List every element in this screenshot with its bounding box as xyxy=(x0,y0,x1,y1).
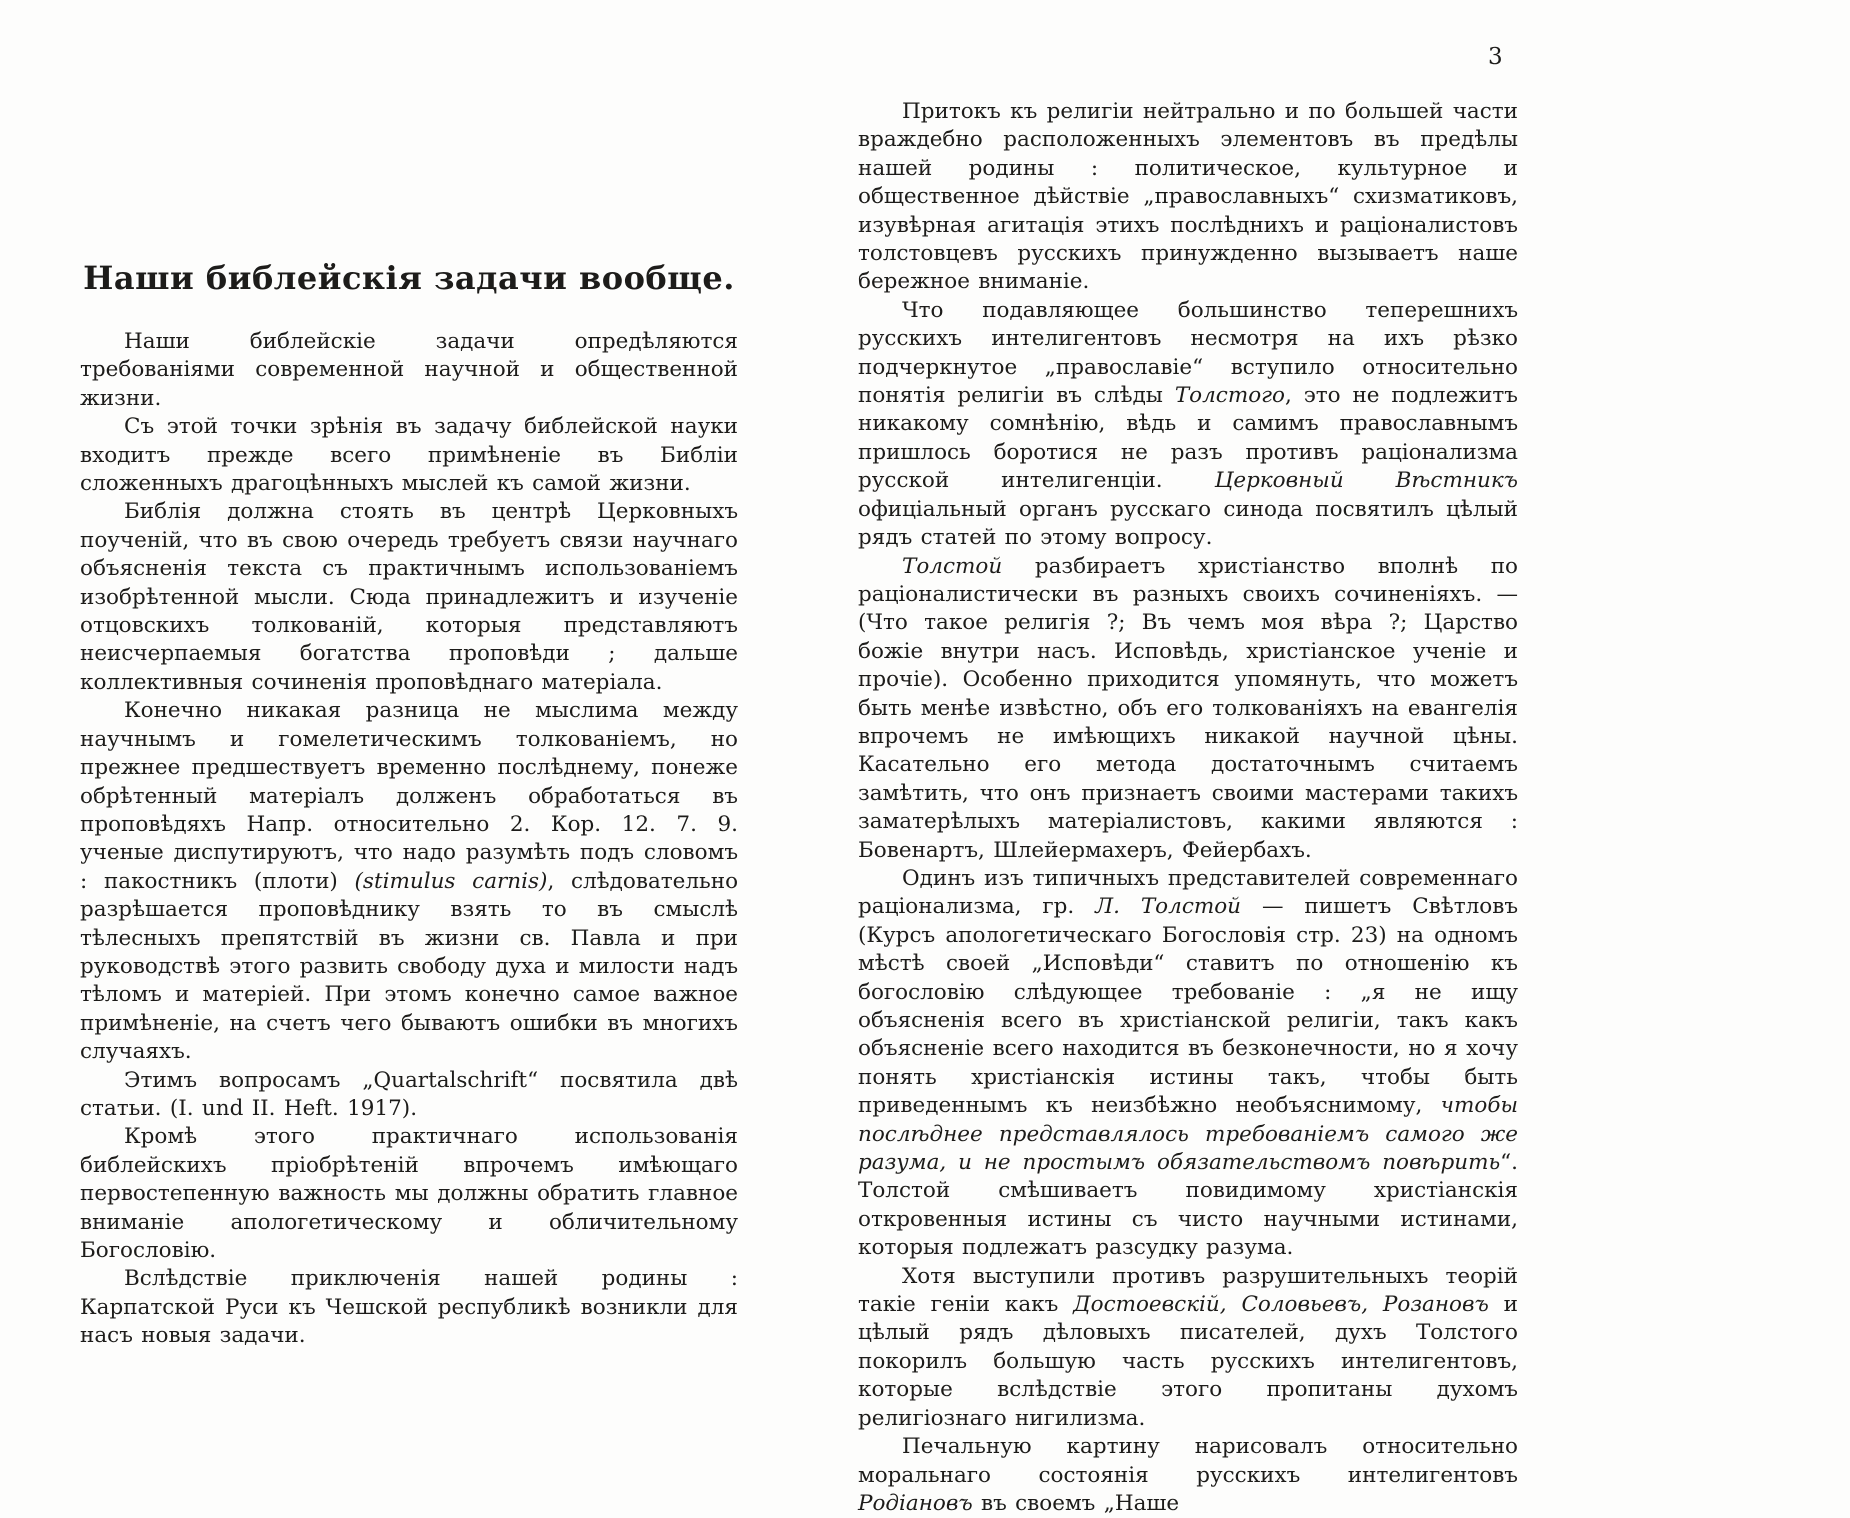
paragraph xyxy=(858,1263,1518,1433)
emphasized-text: Л. Толстой xyxy=(1095,894,1242,920)
emphasized-text: чтобы послѣднее представлялось требованіемъ самого же разума, и не простымъ обязательствомъ повѣрить xyxy=(858,1093,1518,1176)
body-text: Съ этой точки зрѣнія въ задачу библейской науки входитъ прежде всего примѣненіе въ Библіи сложенныхъ драгоцѣнныхъ мыслей къ самой жизни. xyxy=(80,414,738,497)
emphasized-text: Толстой xyxy=(902,553,1003,579)
body-text: Что подавляющее большинство теперешнихъ русскихъ интелигентовъ несмотря на ихъ рѣзко подчеркнутое „православіе“ вступило относительно понятія религіи въ слѣды xyxy=(858,297,1518,409)
emphasized-text: Толстого xyxy=(1174,383,1285,409)
emphasized-text: Родіановъ xyxy=(858,1490,973,1516)
paragraph xyxy=(80,1123,738,1265)
body-text: Наши библейскіе задачи опредѣляются требованіями современной научной и общественной жизни. xyxy=(80,329,738,411)
body-text: , слѣдовательно разрѣшается проповѣднику взять то въ смыслѣ тѣлесныхъ препятствій въ жизни св. Павла и при руководствѣ этого развить свободу духа и милости надъ тѣломъ и матеріей. При этомъ конечно самое важное примѣненіе, на счетъ чего бываютъ ошибки въ многихъ случаяхъ. xyxy=(80,868,739,1065)
emphasized-text: Церковный Вѣстникъ xyxy=(1214,468,1519,494)
body-text: Конечно никакая разница не мыслима между научнымъ и гомелетическимъ толкованіемъ, но прежнее предшествуетъ временно послѣднему, понеже обрѣтенный матеріалъ долженъ обработаться въ проповѣдяхъ Напр. относительно 2. Кор. 12. 7. 9. ученые диспутируютъ, что надо разумѣть подъ словомъ : пакостникъ (плоти) xyxy=(80,698,738,894)
body-text: Кромѣ этого практичнаго использованія библейскихъ пріобрѣтеній впрочемъ имѣющаго первостепенную важность мы должны обратить главное вниманіе апологетическому и обличительному Богословію. xyxy=(80,1124,738,1263)
paragraph xyxy=(80,697,738,1066)
body-text: , это не подлежитъ никакому сомнѣнію, вѣдь и самимъ православнымъ пришлось боротися не разъ противъ раціонализма русской интелигенціи. xyxy=(858,383,1518,494)
emphasized-text: Достоевскій, Соловьевъ, Розановъ xyxy=(1073,1292,1489,1318)
body-text: Хотя выступили противъ разрушительныхъ теорій такіе геніи какъ xyxy=(858,1263,1518,1318)
paragraph xyxy=(858,1433,1518,1518)
paragraph xyxy=(80,1265,738,1350)
body-text: — пишетъ Свѣтловъ (Курсъ апологетическаго Богословія стр. 23) на одномъ мѣстѣ своей „Исповѣди“ ставитъ по отношенію къ богословію слѣдующее требованіе : „я не ищу объясненія всего въ христіанской религіи, такъ какъ объясненіе всего находится въ безконечности, но я хочу понять христіанскія истины такъ, чтобы быть приведеннымъ къ неизбѣжно необъяснимому, xyxy=(858,894,1519,1119)
body-text: Библія должна стоять въ центрѣ Церковныхъ поученій, что въ свою очередь требуетъ связи научнаго объясненія текста съ практичнымъ использованіемъ изобрѣтенной мысли. Сюда принадлежитъ и изученіе отцовскихъ толкованій, которыя представляютъ неисчерпаемыя богатства проповѣди ; дальше коллективныя сочиненія проповѣднаго матеріала. xyxy=(80,499,738,695)
body-text: Притокъ къ религіи нейтрально и по большей части враждебно расположенныхъ элементовъ въ предѣлы нашей родины : политическое, культурное и общественное дѣйствіе „православныхъ“ схизматиковъ, изувѣрная агитація этихъ послѣднихъ и раціоналистовъ толстовцевъ русскихъ принужденно вызываетъ наше бережное вниманіе. xyxy=(858,99,1518,295)
paragraph xyxy=(858,553,1518,865)
paragraph xyxy=(858,865,1518,1263)
body-text: и цѣлый рядъ дѣловыхъ писателей, духъ Толстого покорилъ большую часть русскихъ интелигентовъ, которые вслѣдствіе этого пропитаны духомъ религіознаго нигилизма. xyxy=(858,1292,1518,1431)
paragraph xyxy=(858,297,1518,553)
right-page-body xyxy=(858,98,1518,1518)
left-page-body xyxy=(80,328,738,1351)
paragraph xyxy=(80,498,738,697)
body-text: “. Толстой смѣшиваетъ повидимому христіанскія откровенныя истины съ чисто научными истинами, которыя подлежатъ разсудку разума. xyxy=(858,1150,1518,1261)
body-text: разбираетъ христіанство вполнѣ по раціоналистически въ разныхъ своихъ сочиненіяхъ. — (Что такое религія ?; Въ чемъ моя вѣра ?; Царство божіе внутри насъ. Исповѣдь, христіанское ученіе и прочіе). Особенно приходится упомянуть, что можетъ быть менѣе извѣстно, объ его толкованіяхъ на евангелія впрочемъ не имѣющихъ никакой научной цѣны. Касательно его метода достаточнымъ считаемъ замѣтить, что онъ признаетъ своими мастерами такихъ заматерѣлыхъ матеріалистовъ, какими являются : Бовенартъ, Шлейермахеръ, Фейербахъ. xyxy=(858,553,1518,863)
paragraph xyxy=(80,1067,738,1124)
emphasized-text: (stimulus carnis) xyxy=(354,868,548,894)
right-page xyxy=(858,98,1518,1518)
body-text: въ своемъ „Наше xyxy=(972,1490,1180,1516)
paragraph xyxy=(858,98,1518,297)
body-text: Одинъ изъ типичныхъ представителей современнаго раціонализма, гр. xyxy=(858,865,1518,920)
left-page xyxy=(80,258,738,1351)
body-text: офиціальный органъ русскаго синода посвятилъ цѣлый рядъ статей по этому вопросу. xyxy=(858,496,1518,551)
paragraph xyxy=(80,328,738,413)
body-text: Печальную картину нарисовалъ относительно моральнаго состоянія русскихъ интелигентовъ xyxy=(858,1434,1518,1488)
body-text: Вслѣдствіе приключенія нашей родины : Карпатской Руси къ Чешской республикѣ возникли для насъ новыя задачи. xyxy=(80,1266,738,1349)
body-text: Этимъ вопросамъ „Quartalschrift“ посвятила двѣ статьи. (I. und II. Heft. 1917). xyxy=(80,1067,738,1121)
chapter-title: Наши библейскія задачи вообще. xyxy=(83,259,735,297)
page-number: 3 xyxy=(1488,44,1503,70)
paragraph xyxy=(80,413,738,498)
